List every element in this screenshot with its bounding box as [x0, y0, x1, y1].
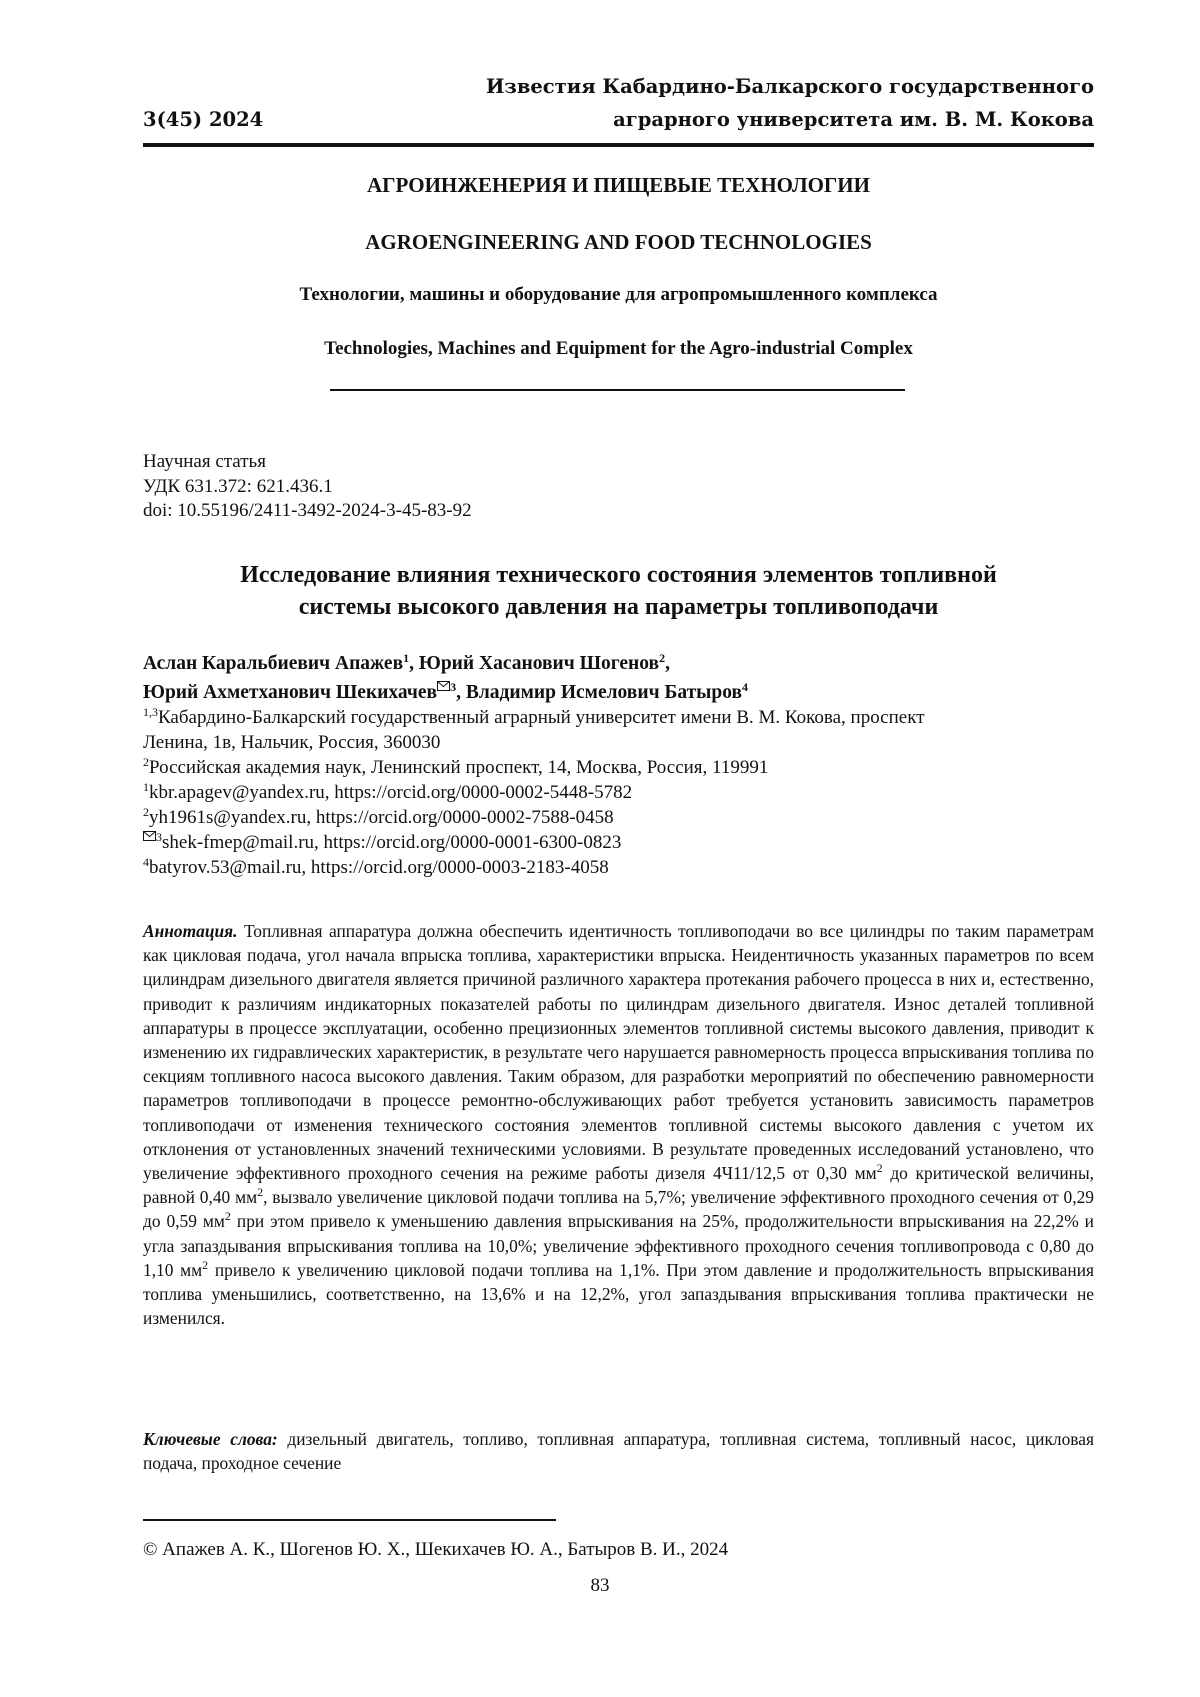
footnote-divider: [143, 1519, 556, 1521]
affiliation-line: Ленина, 1в, Нальчик, Россия, 360030: [143, 730, 1094, 755]
article-title: [143, 559, 1094, 623]
author-name: Владимир Исмелович Батыров: [466, 682, 742, 703]
article-meta: [143, 450, 472, 524]
copyright: © Апажев А. К., Шогенов Ю. Х., Шекихачев Ю. А., Батыров В. И., 2024: [143, 1538, 728, 1562]
section-divider: [330, 389, 905, 391]
abstract: Аннотация. Топливная аппаратура должна обеспечить идентичность топливоподачи во все цилиндры по таким параметрам как цикловая подача, угол начала впрыска топлива, характеристики впрыска. Неидентичность указанных параметров по всем цилиндрам дизельного двигателя является причиной различного характера протекания рабочего процесса в них и, естественно, приводит к различиям индикаторных показателей работы по цилиндрам дизельного двигателя. Износ деталей топливной аппаратуры в процессе эксплуатации, особенно прецизионных элементов топливной системы высокого давления, приводит к изменению их гидравлических характеристик, в результате чего нарушается равномерность процесса впрыскивания топлива по секциям топливного насоса высокого давления. Таким образом, для разработки мероприятий по обеспечению равномерности параметров топливоподачи в процессе ремонтно-обслуживающих работ требуется установить зависимость параметров топливоподачи от изменения технического состояния элементов топливной системы высокого давления с учетом их отклонения от установленных значений техническими условиями. В результате проведенных исследований установлено, что увеличение эффективного проходного сечения на режиме работы дизеля 4Ч11/12,5 от 0,30 мм2 до критической величины, равной 0,40 мм2, вызвало увеличение цикловой подачи топлива на 5,7%; увеличение эффективного проходного сечения от 0,29 до 0,59 мм2 при этом привело к уменьшению давления впрыскивания на 25%, продолжительности впрыскивания на 22,2% и угла запаздывания впрыскивания топлива на 10,0%; увеличение эффективного проходного сечения топливопровода с 0,80 до 1,10 мм2 привело к увеличению цикловой подачи топлива на 1,1%. При этом давление и продолжительность впрыскивания топлива уменьшились, соответственно, на 13,6% и на 12,2%, угол запаздывания впрыскивания топлива практически не изменился.: [143, 919, 1094, 1330]
author-name: Юрий Хасанович Шогенов: [419, 653, 659, 674]
keywords: [143, 1427, 1094, 1475]
journal-title-line2: аграрного университета им. В. М. Кокова: [486, 103, 1094, 136]
article-page: [0, 0, 1200, 1697]
envelope-icon: [143, 830, 156, 844]
abstract-label: Аннотация.: [143, 921, 237, 941]
authors-line2: Юрий Ахметханович Шекихачев 3, Владимир Исмелович Батыров4: [143, 678, 748, 707]
abstract-text: Топливная аппаратура должна обеспечить идентичность топливоподачи во все цилиндры по таким параметрам как цикловая подача, угол начала впрыска топлива, характеристики впрыска. Неидентичность указанных параметров по всем цилиндрам дизельного двигателя является причиной различного характера протекания рабочего процесса в них и, естественно, приводит к различиям индикаторных показателей работы по цилиндрам дизельного двигателя. Износ деталей топливной аппаратуры в процессе эксплуатации, особенно прецизионных элементов топливной системы высокого давления, приводит к изменению их гидравлических характеристик, в результате чего нарушается равномерность процесса впрыскивания топлива по секциям топливного насоса высокого давления. Таким образом, для разработки мероприятий по обеспечению равномерности параметров топливоподачи в процессе ремонтно-обслуживающих работ требуется установить зависимость параметров топливоподачи от изменения технического состояния элементов топливной системы высокого давления с учетом их отклонения от установленных значений техническими условиями. В результате проведенных исследований установлено, что увеличение эффективного проходного сечения на режиме работы дизеля 4Ч11/12,5 от 0,30 мм: [143, 921, 1094, 1183]
author-contact: 2yh1961s@yandex.ru, https://orcid.org/0000-0002-7588-0458: [143, 805, 1094, 830]
udc-code: УДК 631.372: 621.436.1: [143, 475, 472, 500]
author-contact: 1kbr.apagev@yandex.ru, https://orcid.org/0000-0002-5448-5782: [143, 780, 1094, 805]
subsection-title-en: Technologies, Machines and Equipment for the Agro-industrial Complex: [143, 338, 1094, 360]
journal-title-line1: Известия Кабардино-Балкарского государственного: [486, 70, 1094, 103]
author-sup: 4: [742, 680, 748, 694]
affiliations: [143, 705, 1094, 880]
header-divider: [143, 143, 1094, 147]
affiliation-line: 1,3Кабардино-Балкарский государственный аграрный университет имени В. М. Кокова, проспект: [143, 705, 1094, 730]
author-sup: 3: [450, 680, 456, 694]
keywords-text: дизельный двигатель, топливо, топливная аппаратура, топливная система, топливный насос, цикловая подача, проходное сечение: [143, 1429, 1094, 1473]
authors-line1: Аслан Каральбиевич Апажев1, Юрий Хасанович Шогенов2,: [143, 649, 748, 678]
journal-title: [486, 70, 1094, 136]
subsection-title-ru: Технологии, машины и оборудование для агропромышленного комплекса: [143, 284, 1094, 306]
author-name: Аслан Каральбиевич Апажев: [143, 653, 403, 674]
doi: doi: 10.55196/2411-3492-2024-3-45-83-92: [143, 499, 472, 524]
envelope-icon: [437, 680, 450, 694]
keywords-label: Ключевые слова:: [143, 1429, 278, 1449]
author-sup: 2: [659, 651, 665, 665]
section-title-ru: АГРОИНЖЕНЕРИЯ И ПИЩЕВЫЕ ТЕХНОЛОГИИ: [143, 173, 1094, 198]
author-sup: 1: [403, 651, 409, 665]
section-title-en: AGROENGINEERING AND FOOD TECHNOLOGIES: [143, 230, 1094, 255]
authors: [143, 649, 748, 707]
article-title-line1: Исследование влияния технического состояния элементов топливной: [143, 559, 1094, 591]
issue-number: 3(45) 2024: [143, 103, 263, 136]
article-title-line2: системы высокого давления на параметры топливоподачи: [143, 591, 1094, 623]
author-contact: 4batyrov.53@mail.ru, https://orcid.org/0000-0003-2183-4058: [143, 855, 1094, 880]
page-number: 83: [0, 1574, 1200, 1598]
affiliation-line: 2Российская академия наук, Ленинский проспект, 14, Москва, Россия, 119991: [143, 755, 1094, 780]
author-name: Юрий Ахметханович Шекихачев: [143, 682, 437, 703]
author-contact: 3shek-fmep@mail.ru, https://orcid.org/0000-0001-6300-0823: [143, 830, 1094, 855]
article-type: Научная статья: [143, 450, 472, 475]
